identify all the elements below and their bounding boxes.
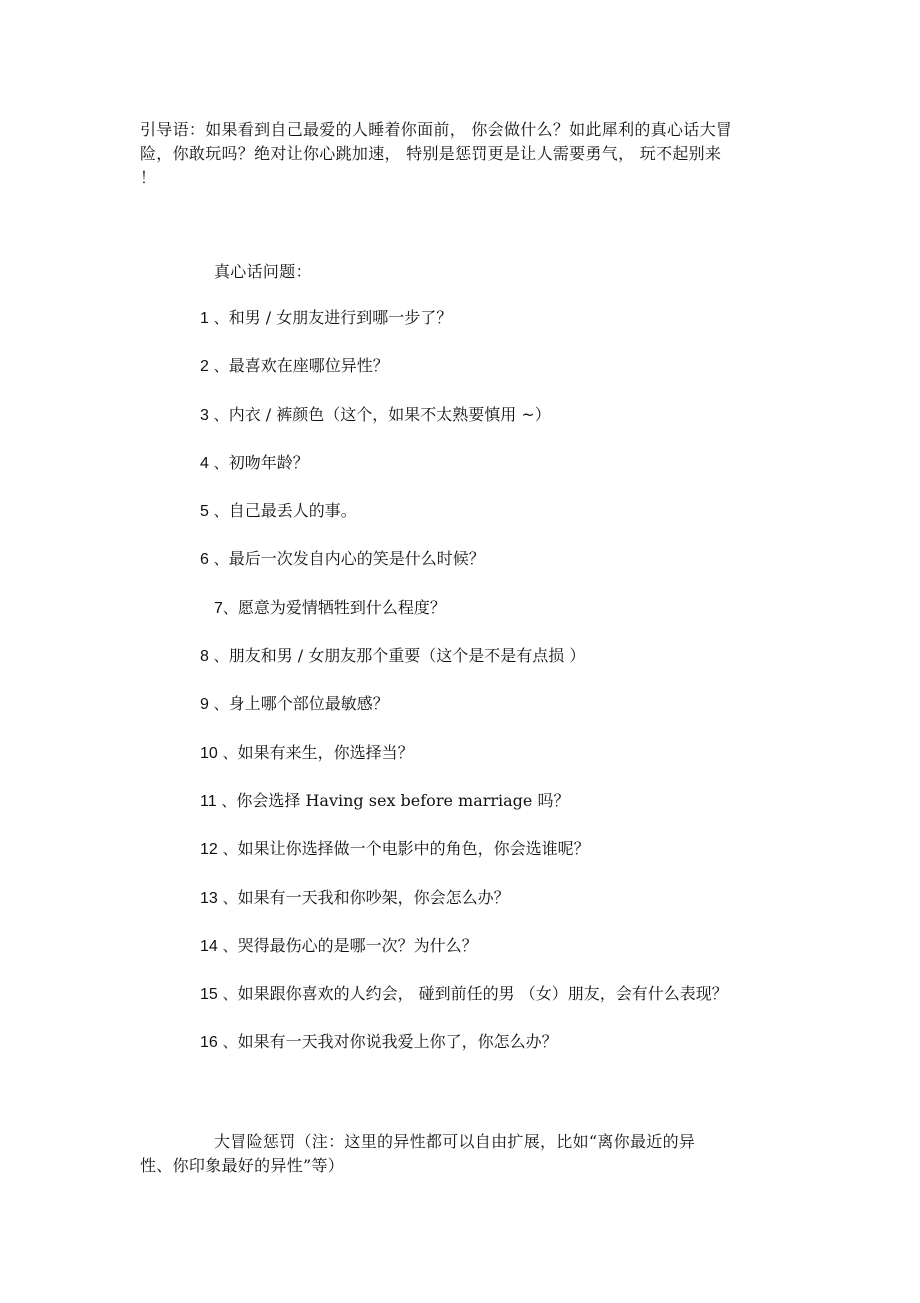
question-item: 16 、如果有一天我对你说我爱上你了，你怎么办？ — [200, 1032, 558, 1052]
question-text: 内衣 / 裤颜色（这个，如果不太熟要慎用 ~） — [228, 404, 551, 424]
question-text: 哭得最伤心的是哪一次？为什么？ — [237, 935, 478, 955]
question-text: 身上哪个部位最敏感？ — [228, 694, 389, 714]
question-text: 如果有来生，你选择当？ — [237, 742, 414, 762]
question-item: 4 、初吻年龄？ — [200, 452, 309, 472]
question-text: 和男 / 女朋友进行到哪一步了？ — [228, 308, 453, 327]
dare-line-1: 大冒险惩罚（注：这里的异性都可以自由扩展，比如“离你最近的异 — [214, 1132, 696, 1151]
question-number: 11 — [200, 792, 217, 810]
question-text: 愿意为爱情牺牲到什么程度？ — [237, 597, 446, 617]
dare-line-2: 性、你印象最好的异性”等） — [140, 1156, 345, 1175]
question-item: 8 、朋友和男 / 女朋友那个重要（这个是不是有点损 ） — [200, 646, 586, 666]
question-text: 如果有一天我对你说我爱上你了，你怎么办？ — [237, 1032, 558, 1052]
question-number: 10 — [200, 744, 218, 762]
question-text: 最喜欢在座哪位异性？ — [228, 356, 389, 376]
dare-paragraph — [140, 1130, 790, 1178]
question-item: 7、愿意为爱情牺牲到什么程度？ — [214, 597, 446, 617]
question-number: 1 — [200, 310, 209, 327]
question-number: 4 — [200, 454, 209, 472]
question-item: 10 、如果有来生，你选择当？ — [200, 742, 414, 762]
question-number: 14 — [200, 937, 218, 955]
question-item: 9 、身上哪个部位最敏感？ — [200, 694, 389, 714]
question-text: 如果跟你喜欢的人约会， 碰到前任的男 （女）朋友，会有什么表现？ — [237, 984, 728, 1004]
intro-line-3: ！ — [140, 168, 157, 187]
question-text: 自己最丢人的事。 — [228, 501, 357, 521]
question-item: 2 、最喜欢在座哪位异性？ — [200, 356, 389, 376]
question-number: 6 — [200, 551, 209, 569]
question-number: 9 — [200, 696, 209, 714]
truth-heading: 真心话问题： — [214, 262, 312, 281]
question-text: 最后一次发自内心的笑是什么时候？ — [228, 549, 485, 569]
question-number: 3 — [200, 406, 209, 424]
question-number: 2 — [200, 358, 209, 376]
question-text: 朋友和男 / 女朋友那个重要（这个是不是有点损 ） — [228, 646, 586, 666]
question-number: 15 — [200, 986, 218, 1004]
question-text: 初吻年龄？ — [228, 452, 309, 472]
question-item: 11 、你会选择 Having sex before marriage 吗？ — [200, 790, 570, 810]
question-item: 6 、最后一次发自内心的笑是什么时候？ — [200, 549, 485, 569]
question-text: 如果让你选择做一个电影中的角色，你会选谁呢？ — [237, 839, 590, 859]
question-number: 7 — [214, 599, 223, 617]
question-text: 如果有一天我和你吵架，你会怎么办？ — [237, 887, 510, 907]
question-number: 12 — [200, 841, 218, 859]
question-item: 13 、如果有一天我和你吵架，你会怎么办？ — [200, 887, 510, 907]
intro-line-1: 引导语：如果看到自己最爱的人睡着你面前， 你会做什么？如此犀利的真心话大冒 — [140, 120, 733, 139]
question-item: 1 、和男 / 女朋友进行到哪一步了？ — [200, 308, 453, 327]
question-text: 你会选择 Having sex before marriage 吗？ — [236, 790, 570, 810]
question-item: 14 、哭得最伤心的是哪一次？为什么？ — [200, 935, 478, 955]
intro-paragraph — [140, 118, 790, 190]
question-number: 13 — [200, 889, 218, 907]
question-item: 5 、自己最丢人的事。 — [200, 501, 357, 521]
question-item: 12 、如果让你选择做一个电影中的角色，你会选谁呢？ — [200, 839, 590, 859]
question-number: 5 — [200, 503, 209, 521]
question-item: 3 、内衣 / 裤颜色（这个，如果不太熟要慎用 ~） — [200, 404, 551, 424]
question-item: 15 、如果跟你喜欢的人约会， 碰到前任的男 （女）朋友，会有什么表现？ — [200, 984, 728, 1004]
truth-question-list — [200, 306, 728, 1079]
question-number: 8 — [200, 648, 209, 666]
question-number: 16 — [200, 1034, 218, 1052]
intro-line-2: 险，你敢玩吗？绝对让你心跳加速， 特别是惩罚更是让人需要勇气， 玩不起别来 — [140, 144, 722, 163]
